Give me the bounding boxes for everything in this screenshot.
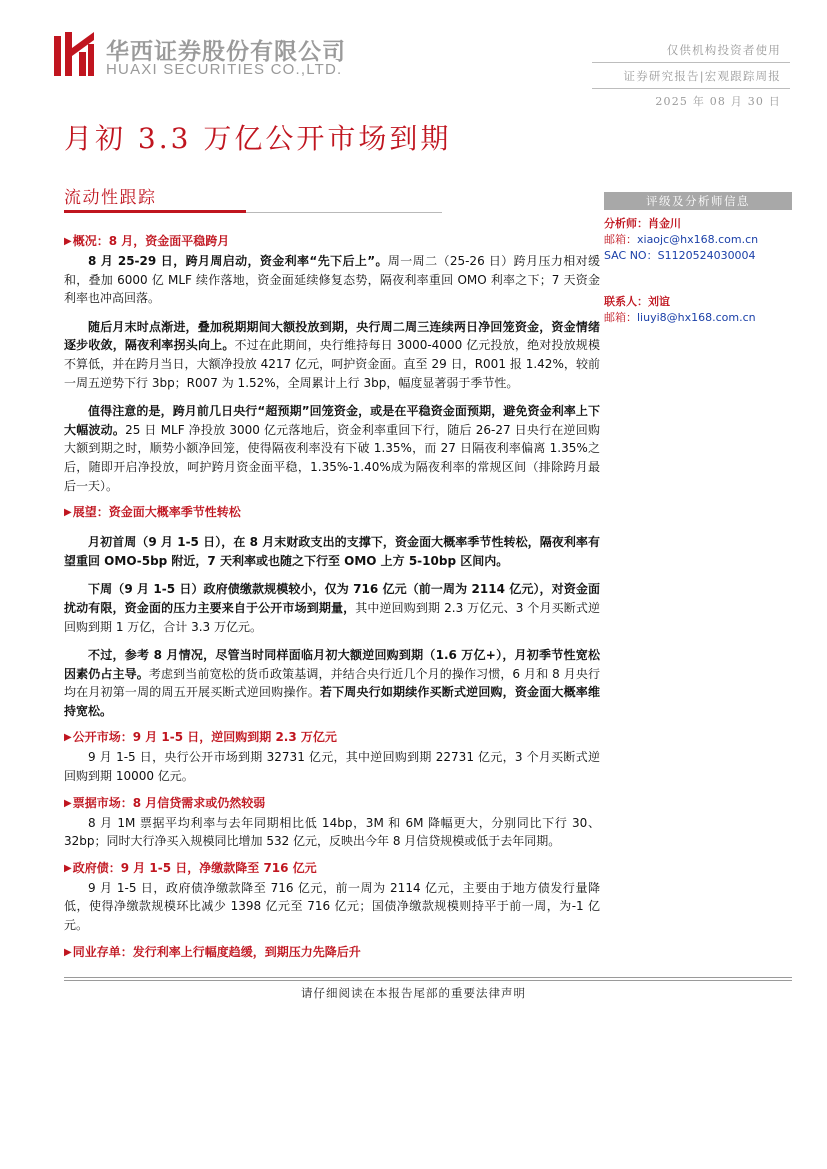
analyst-email-row: 邮箱：xiaojc@hx168.com.cn	[604, 233, 759, 246]
footer-divider	[64, 977, 792, 978]
section-title: 流动性跟踪	[64, 188, 157, 208]
section-underline-red	[64, 210, 246, 213]
footer-divider	[64, 980, 792, 981]
section-heading: ▶公开市场：9 月 1-5 日，逆回购到期 2.3 万亿元	[64, 726, 600, 748]
paragraph: 8 月 25-29 日，跨月周启动，资金利率“先下后上”。周一周二（25-26 日）跨月压力相对缓和，叠加 6000 亿 MLF 续作落地，资金面延续修复态势，隔夜利率重回 OMO 利率之下；7 天资金利率也冲高回落。	[64, 254, 600, 306]
paragraph: 月初首周（9 月 1-5 日），在 8 月末财政支出的支撑下，资金面大概率季节性转松，隔夜利率有望重回 OMO-5bp 附近，7 天利率或也随之下行至 OMO 上方 5-10bp 区间内。	[64, 535, 600, 568]
audience-note: 仅供机构投资者使用	[666, 43, 781, 57]
triangle-bullet-icon: ▶	[64, 507, 72, 519]
section-heading: ▶政府债：9 月 1-5 日，净缴款降至 716 亿元	[64, 857, 600, 879]
huaxi-logo-icon	[52, 30, 96, 78]
contact-row: 联系人：刘谊	[604, 295, 670, 308]
section-heading: ▶同业存单：发行利率上行幅度趋缓，到期压力先降后升	[64, 941, 600, 963]
analyst-row: 分析师：肖金川	[604, 217, 681, 230]
section-heading: ▶概况：8 月，资金面平稳跨月	[64, 230, 600, 252]
triangle-bullet-icon: ▶	[64, 797, 72, 809]
paragraph: 8 月 1M 票据平均利率与去年同期相比低 14bp，3M 和 6M 降幅更大，分别同比下行 30、32bp；同时大行净买入规模同比增加 532 亿元，反映出今年 8 月信贷规模或低于去年同期。	[64, 815, 600, 849]
header-divider	[592, 88, 790, 89]
section-heading: ▶展望：资金面大概率季节性转松	[64, 501, 600, 523]
triangle-bullet-icon: ▶	[64, 236, 72, 247]
triangle-bullet-icon: ▶	[64, 946, 72, 958]
paragraph: 9 月 1-5 日，央行公开市场到期 32731 亿元，其中逆回购到期 22731 亿元，3 个月买断式逆回购到期 10000 亿元。	[64, 750, 600, 784]
paragraph: 9 月 1-5 日，政府债净缴款降至 716 亿元，前一周为 2114 亿元，主要由于地方债发行量降低，使得净缴款规模环比减少 1398 亿元至 716 亿元；国债净缴款规模则持平于前一周，为-1 亿元。	[64, 880, 600, 933]
report-date: 2025 年 08 月 30 日	[655, 95, 781, 108]
analyst-panel-header: 评级及分析师信息	[604, 192, 792, 210]
paragraph: 随后月末时点渐进，叠加税期期间大额投放到期，央行周二周三连续两日净回笼资金，资金情绪逐步收敛，隔夜利率拐头向上。不过在此期间，央行维持每日 3000-4000 亿元投放，绝对投放规模不算低，并在跨月当日，大额净投放 4217 亿元，呵护资金面。直至 29 日，R001 报 1.42%，较前一周五逆势下行 3bp；R007 为 1.52%，全周累计上行 3bp，幅度显著弱于季节性。	[64, 319, 600, 390]
header-divider	[592, 62, 790, 63]
paragraph: 值得注意的是，跨月前几日央行“超预期”回笼资金，或是在平稳资金面预期，避免资金利率上下大幅波动。25 日 MLF 净投放 3000 亿元落地后，资金利率重回下行，随后 26-27 日央行在逆回购大额到期之时，顺势小额净回笼，使得隔夜利率没有下破 1.35%，而 27 日隔夜利率偏离 1.35%之后，随即开启净投放，呵护跨月资金面平稳，1.35%-1.40%成为隔夜利率的常规区间（排除跨月最后一天）。	[64, 404, 600, 493]
report-title: 月初 3.3 万亿公开市场到期	[64, 122, 452, 155]
paragraph: 下周（9 月 1-5 日）政府债缴款规模较小，仅为 716 亿元（前一周为 2114 亿元），对资金面扰动有限，资金面的压力主要来自于公开市场到期量，其中逆回购到期 2.3 万亿元、3 个月买断式逆回购到期 1 万亿，合计 3.3 万亿元。	[64, 582, 600, 634]
legal-notice: 请仔细阅读在本报告尾部的重要法律声明	[301, 986, 526, 1000]
section-heading: ▶票据市场：8 月信贷需求或仍然较弱	[64, 792, 600, 814]
main-content	[64, 230, 600, 963]
section-underline-grey	[246, 212, 442, 213]
report-type: 证券研究报告|宏观跟踪周报	[623, 69, 781, 83]
company-name-en: HUAXI SECURITIES CO.,LTD.	[106, 61, 343, 78]
analyst-email-link[interactable]: xiaojc@hx168.com.cn	[637, 233, 759, 246]
analyst-info-panel	[604, 192, 792, 326]
triangle-bullet-icon: ▶	[64, 732, 72, 744]
contact-email-link[interactable]: liuyi8@hx168.com.cn	[637, 311, 756, 324]
sac-row: SAC NO：S1120524030004	[604, 249, 756, 262]
triangle-bullet-icon: ▶	[64, 862, 72, 874]
paragraph: 不过，参考 8 月情况，尽管当时同样面临月初大额逆回购到期（1.6 万亿+），月初季节性宽松因素仍占主导。考虑到当前宽松的货币政策基调，并结合央行近几个月的操作习惯，6 月和 8 月央行均在月初第一周的周五开展买断式逆回购操作。若下周央行如期续作买断式逆回购，资金面大概率维持宽松。	[64, 648, 600, 718]
company-name-cn: 华西证券股份有限公司	[106, 38, 346, 65]
contact-email-row: 邮箱：liuyi8@hx168.com.cn	[604, 311, 756, 324]
